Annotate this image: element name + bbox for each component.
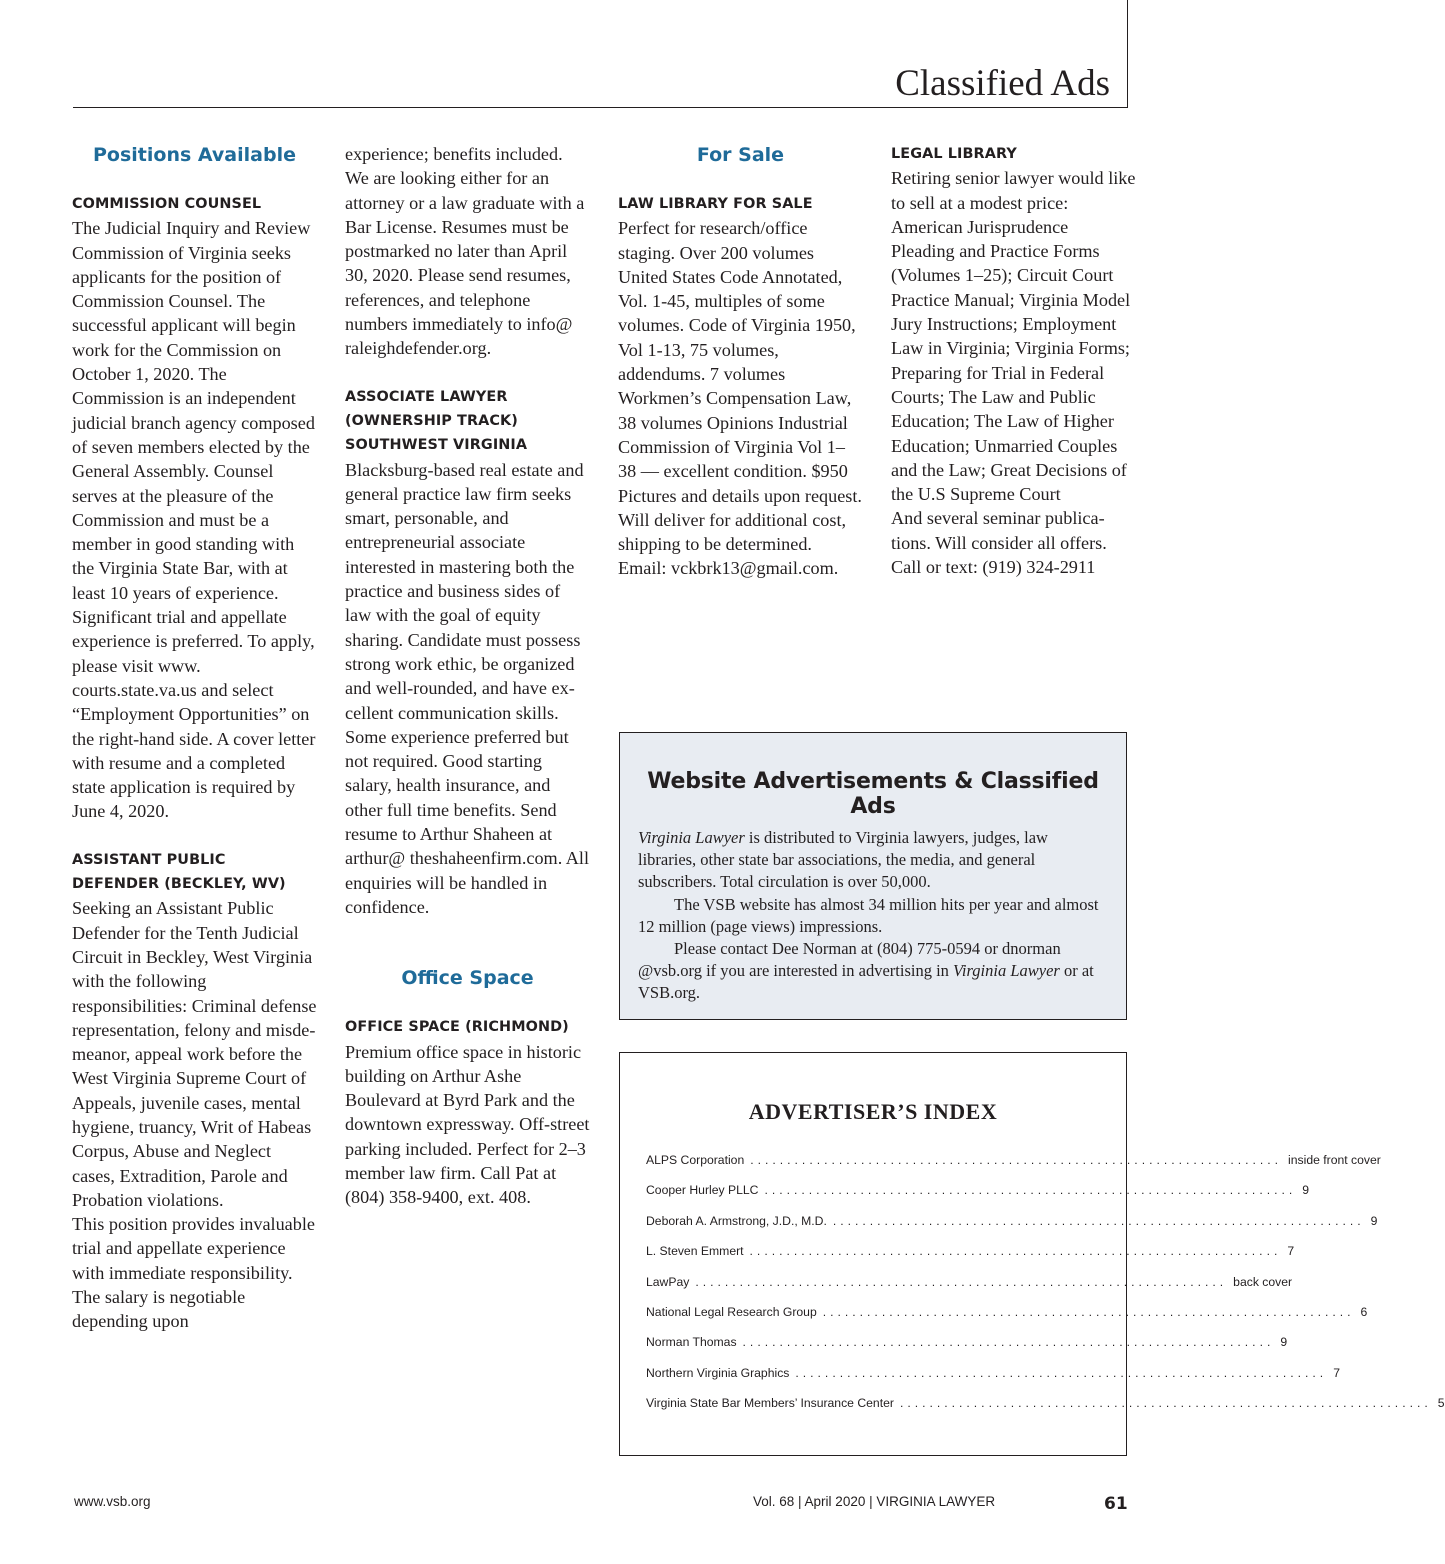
advertiser-index-box <box>619 1052 1445 1456</box>
index-entry-name: Norman Thomas <box>646 1335 737 1350</box>
website-ads-p3-text-a: Please contact Dee Norman at (804) 775-0594 or dnorman @vsb.org if you are interested in advertising in <box>638 939 1061 981</box>
index-entry-page: 9 <box>1280 1335 1288 1350</box>
website-ads-paragraph-1 <box>638 827 1108 894</box>
legal-library-body-2: And several seminar publications. Will consider all offers. Call or text: (919) 324-2911 <box>891 508 1107 578</box>
apd-title: ASSISTANT PUBLIC DEFENDER (BECKLEY, WV) <box>72 851 286 893</box>
index-entry <box>646 1236 1295 1266</box>
commission-counsel-title: COMMISSION COUNSEL <box>72 196 262 212</box>
index-entry <box>646 1206 1378 1236</box>
associate-title-line-1: ASSOCIATE LAWYER <box>345 388 508 405</box>
office-space-title: OFFICE SPACE (RICHMOND) <box>345 1019 569 1036</box>
index-entry-name: Deborah A. Armstrong, J.D., M.D. <box>646 1213 827 1228</box>
leader-dots: ........................................................................ <box>742 1335 1275 1350</box>
publication-name: Virginia Lawyer <box>638 828 745 847</box>
website-ads-paragraph-2: The VSB website has almost 34 million hits per year and almost 12 million (page views) impressions. <box>638 894 1099 936</box>
website-ads-p1-text: is distributed to Virginia lawyers, judges, law libraries, other state bar associations, the media, and general subscribers. Total circulation is over 50,000. <box>638 828 1048 892</box>
law-library-title: LAW LIBRARY FOR SALE <box>618 196 813 212</box>
positions-heading: Positions Available <box>93 144 296 166</box>
page-title: Classified Ads <box>895 63 1110 104</box>
associate-body: Blacksburg-based real estate and general practice law firm seeks smart, personable, and entrepreneurial associate interested in mastering both the practice and business sides of law with the goal of equity sharing. Candidate must possess strong work ethic, be organized and well-rounded, and have excellent communication skills. Some experience preferred but not required. Good starting salary, health insurance, and other full time benefits. Send resume to Arthur Shaheen at arthur@ theshaheenfirm.com. All enquiries will be handled in confidence. <box>345 459 590 917</box>
index-entry-name: National Legal Research Group <box>646 1304 817 1319</box>
associate-title-line-2: (OWNERSHIP TRACK) <box>345 412 518 429</box>
leader-dots: ........................................................................ <box>695 1274 1228 1289</box>
law-library-body: Perfect for research/office staging. Over 200 volumes United States Code Annotated, Vol. 1-45, multiples of some volumes. Code of Virginia 1950, Vol 1-13, 75 volumes, addendums. 7 volumes Workmen’s Compensation Law, 38 volumes Opinions Industrial Commission of Virginia Vol 1–38 — excellent condition. $950 Pictures and details upon request. Will deliver for additional cost, shipping to be determined. Email: vckbrk13@gmail.com. <box>618 218 862 579</box>
leader-dots: ........................................................................ <box>750 1153 1283 1167</box>
index-entry-name: Cooper Hurley PLLC <box>646 1183 759 1198</box>
header-vertical-rule <box>1127 0 1128 108</box>
legal-library-body: Retiring senior lawyer would like to sell at a modest price: American Jurisprudence Pleading and Practice Forms (Volumes 1–25); Circuit Court Practice Manual; Virginia Model Jury Instructions; Employment Law in Virginia; Virginia Forms; Preparing for Trial in Federal Courts; The Law and Public Education; The Law of Higher Education; Unmarried Couples and the Law; Great Decisions of the U.S Supreme Court <box>891 168 1136 505</box>
index-entry-name: ALPS Corporation <box>646 1153 745 1167</box>
apd-body: Seeking an Assistant Public Defender for the Tenth Judicial Circuit in Beckley, West Virginia with the following responsibilities: Criminal defense representation, felony and misdemeanor, appeal work before the West Virginia Supreme Court of Appeals, juvenile cases, mental hygiene, truancy, Writ of Habeas Corpus, Abuse and Neglect cases, Extradition, Parole and Probation violations. <box>72 898 317 1210</box>
column-2 <box>345 142 590 1210</box>
website-ads-box <box>619 732 1127 1020</box>
index-entry <box>646 1358 1340 1388</box>
index-entry <box>646 1267 1293 1297</box>
column-1 <box>72 142 317 1334</box>
for-sale-heading: For Sale <box>696 144 785 166</box>
index-entry-page: 5 <box>1437 1396 1445 1411</box>
leader-dots: ........................................................................ <box>764 1183 1297 1198</box>
index-entry-page: back cover <box>1233 1274 1293 1289</box>
leader-dots: ........................................................................ <box>749 1244 1282 1259</box>
index-entry <box>646 1388 1445 1418</box>
index-entry-name: L. Steven Emmert <box>646 1244 744 1259</box>
index-entry-page: 7 <box>1287 1244 1295 1259</box>
index-entry <box>646 1145 1381 1175</box>
index-entry-name: Northern Virginia Graphics <box>646 1365 790 1380</box>
column-4 <box>891 142 1136 579</box>
apd-body-continued: experience; benefits included. We are looking either for an attorney or a law graduate with a Bar License. Resumes must be postmarked no later than April 30, 2020. Please send resumes, references, and telephone numbers immediately to info@ raleighdefender.org. <box>345 144 585 359</box>
leader-dots: ........................................................................ <box>822 1304 1355 1319</box>
footer-issue-info: Vol. 68 | April 2020 | VIRGINIA LAWYER <box>753 1494 996 1509</box>
index-entry <box>646 1297 1368 1327</box>
office-space-heading: Office Space <box>401 967 534 990</box>
header-rule <box>73 107 1128 108</box>
index-entry-page: 9 <box>1302 1183 1310 1198</box>
website-ads-title: Website Advertisements & Classified Ads <box>647 769 1099 819</box>
advertiser-index-title: ADVERTISER’S INDEX <box>748 1099 998 1124</box>
apd-body-2: This position provides invaluable trial and appellate experience with immediate responsibility. The salary is negotiable depending upon <box>72 1214 315 1332</box>
office-space-body: Premium office space in historic building on Arthur Ashe Boulevard at Byrd Park and the downtown expressway. Off-street parking included. Perfect for 2–3 member law firm. Call Pat at (804) 358-9400, ext. 408. <box>345 1041 590 1208</box>
index-entry-name: LawPay <box>646 1274 690 1289</box>
index-entry-page: 7 <box>1333 1365 1340 1380</box>
index-entry-page: 6 <box>1360 1304 1368 1319</box>
leader-dots: ........................................................................ <box>899 1396 1432 1411</box>
publication-name-2: Virginia Lawyer <box>953 961 1060 981</box>
legal-library-title: LEGAL LIBRARY <box>891 146 1017 162</box>
column-3 <box>618 142 863 581</box>
leader-dots: ........................................................................ <box>795 1365 1328 1380</box>
index-entry-page: 9 <box>1370 1213 1378 1228</box>
advertiser-index-list <box>646 1145 1445 1419</box>
index-entry <box>646 1175 1310 1205</box>
commission-counsel-body: The Judicial Inquiry and Review Commission of Virginia seeks applicants for the position of Commission Counsel. The successful applicant will begin work for the Commission on October 1, 2020. The Commission is an independent judicial branch agency composed of seven members elected by the General Assembly. Counsel serves at the pleasure of the Commission and must be a member in good standing with the Virginia State Bar, with at least 10 years of experience. Significant trial and appellate experience is preferred. To apply, please visit www. courts.state.va.us and select “Employment Opportunities” on the right-hand side. A cover letter with resume and a completed state application is required by June 4, 2020. <box>72 218 316 822</box>
leader-dots: ........................................................................ <box>832 1213 1365 1228</box>
associate-title-line-3: SOUTHWEST VIRGINIA <box>345 437 528 454</box>
index-entry-page: inside front cover <box>1288 1153 1381 1167</box>
website-ads-paragraph-3 <box>638 938 1108 1005</box>
index-entry-name: Virginia State Bar Members’ Insurance Center <box>646 1396 894 1411</box>
footer-url: www.vsb.org <box>74 1494 151 1509</box>
page-number: 61 <box>1104 1494 1128 1514</box>
website-ads-p3-text-b: or at VSB.org. <box>638 961 1094 1003</box>
index-entry <box>646 1327 1288 1357</box>
